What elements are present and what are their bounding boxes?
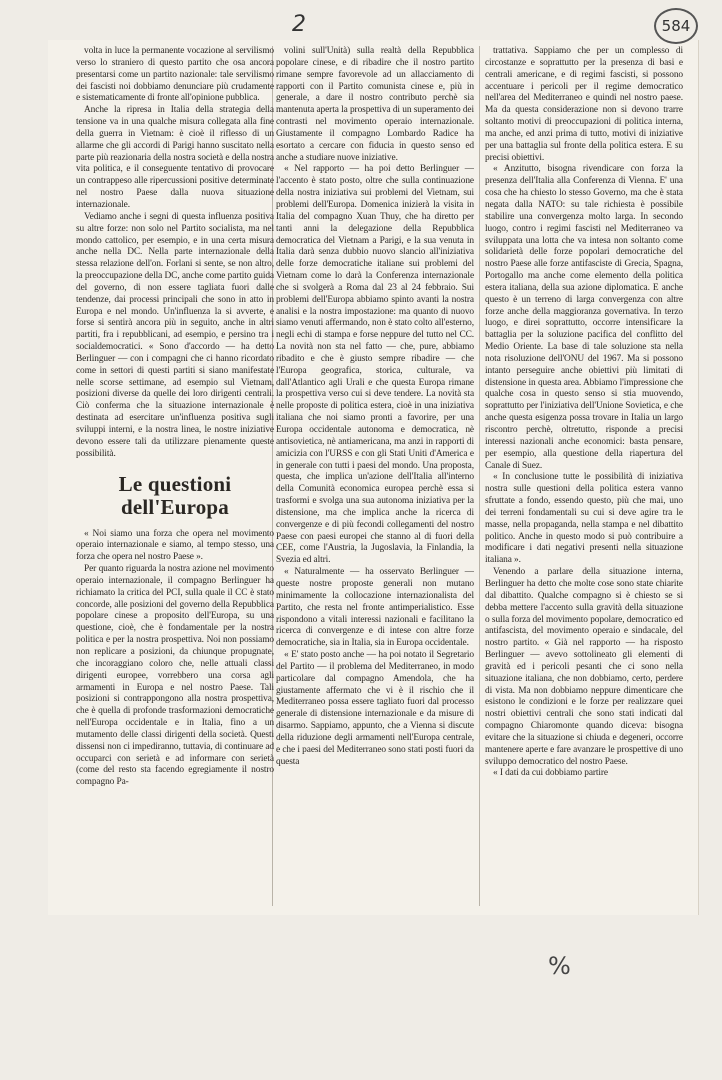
paragraph: volta in luce la permanente vocazione al servilismo verso lo straniero di questo partito che osa ancora presentarsi come un partito nazionale: tale servilismo dei fascisti noi dobbiamo denunciare più crudamente e sistematicamente di fronte all'opinione pubblica. xyxy=(76,46,274,104)
paragraph: Venendo a parlare della situazione interna, Berlinguer ha detto che molte cose sono state chiarite dal dibattito. Qualche compagno si è chiesto se si debba mettere l'accento sulla gravità della situazione o sulla forza del movimento popolare, democratico ed antifascista, del movimento operaio e sindacale, del nostro partito. « Già nel rapporto — ha risposto Berlinguer — avevo sottolineato gli elementi di gravità ed i pericoli pesanti che ci sono nella situazione italiana, che non dobbiamo, certo, perdere di vista. Ma non dobbiamo neppure dimenticare che esistono le condizioni e le forze per realizzare quei nostri obiettivi centrali che sono stati indicati dal compagno Chiaromonte quando diceva: bisogna evitare che la situazione si chiuda e degeneri, occorre mantenere aperte e fare avanzare le prospettive di uno sviluppo democratico del nostro Paese. xyxy=(485,567,683,767)
handwritten-page-number: 2 xyxy=(292,12,306,37)
paragraph: « Noi siamo una forza che opera nel movimento operaio internazionale e siamo, al tempo stesso, una forza che opera nel nostro Paese ». xyxy=(76,528,274,563)
paragraph: « Anzitutto, bisogna rivendicare con forza la presenza dell'Italia alla Conferenza di Vienna. E' una cosa che ha chiesto lo stesso Governo, ma che è stata negata dalla NATO: su tale richiesta è possibile stabilire una convergenza molto larga. In secondo luogo, contro i regimi fascisti nel Mediterraneo va sviluppata una lotta che va intesa non soltanto come solidarietà delle forze popolari democratiche del nostro Paese alle forze antifasciste di Grecia, Spagna, Portogallo ma anche come elemento della politica estera italiana, della sua azione diplomatica. E anche questo è un terreno di larga convergenza con altre forze anche della maggioranza governativa. In terzo luogo, e direi soprattutto, occorre intensificare la battaglia per la soluzione pacifica del conflitto del Medio Oriente. La base di tale soluzione sta nella nota risoluzione dell'ONU del 1967. Ma si possono intanto perseguire anche obiettivi più limitati di distensione in questa area. Abbiamo l'impressione che qualche cosa in questo senso si stia muovendo, soprattutto per l'iniziativa dell'Unione Sovietica, e che anche questa esigenza possa trovare in Italia un largo riscontro perchè, oltretutto, risponde a precisi interessi nazionali anche economici: basta pensare, per esempio, alla questione della riapertura del Canale di Suez. xyxy=(485,164,683,471)
headline-line: dell'Europa xyxy=(120,494,229,519)
paragraph: Per quanto riguarda la nostra azione nel movimento operaio internazionale, il compagno Berlinguer ha richiamato la critica del PCI, sulla quale il CC è stato concorde, alle posizioni del governo della Repubblica popolare cinese a proposito dell'Europa, su una questione, cioè, che è fondamentale per la nostra politica e per la nostra prospettiva. Noi non possiamo non replicare a posizioni, da chiunque propugnate, che incoraggiano coloro che, nelle attuali classi dirigenti europee, vorrebbero una corsa agli armamenti in Europa e nel nostro Paese. Tali posizioni si contrappongono alla nostra prospettiva, che è quella di profonde trasformazioni democratiche nell'Europa occidentale e in Italia, fino a un mutamento delle classi dirigenti della società. Questi dissensi non ci impediranno, tuttavia, di continuare ad occuparci con serietà e ad informare con serietà (come del resto sta facendo egregiamente il nostro compagno Pa- xyxy=(76,564,274,788)
paragraph: volini sull'Unità) sulla realtà della Repubblica popolare cinese, e di ribadire che il nostro partito rimane sempre favorevole ad un allacciamento di rapporti con il Partito comunista cinese e, più in generale, a dare il nostro contributo perchè sia mantenuta aperta la prospettiva di un superamento dei contrasti nel movimento operaio internazionale. Giustamente il compagno Lombardo Radice ha esortato a cercare con fiducia in questo senso ed anche a studiare nuove iniziative. xyxy=(276,46,474,163)
paragraph: « In conclusione tutte le possibilità di iniziativa nostra sulle questioni della politica estera vanno sfruttate a fondo, essendo questo, più che mai, uno dei terreni fondamentali su cui si deve agire tra le masse, nella propaganda, nella stampa e nel dibattito politico. Anche in questo modo si può contribuire a modificare i dati negativi presenti nella situazione italiana ». xyxy=(485,472,683,566)
paragraph: Vediamo anche i segni di questa influenza positiva su altre forze: non solo nel Partito socialista, ma nel mondo cattolico, per esempio, e in una certa misura anche nella DC. Nella parte internazionale della stessa relazione dell'on. Forlani si sente, se non altro, la preoccupazione della DC, anche come partito guida del governo, di non essere tagliata fuori dalle tendenze, dai processi principali che sono in atto in Europa e nel mondo. Un'influenza la si avverte, e forse si sentirà ancora più in seguito, anche in altri partiti, fra i repubblicani, ad esempio, e persino tra i socialdemocratici. « Sono d'accordo — ha detto Berlinguer — con i compagni che ci hanno ricordato come in settori di questi partiti si siano manifestate nelle scorse settimane, ad esempio sul Vietnam, posizioni diverse da quelle dei loro dirigenti centrali. Ciò conferma che la situazione internazionale è destinata ad esercitare un'influenza positiva sugli sviluppi interni, e la nostra linea, le nostre iniziative devono essere tali da utilizzare pienamente queste possibilità. xyxy=(76,211,274,459)
handwritten-mark: % xyxy=(548,952,571,980)
column-2 xyxy=(276,46,474,910)
archive-stamp: 584 xyxy=(654,8,698,44)
paragraph: « I dati da cui dobbiamo partire xyxy=(493,768,608,779)
paragraph: « E' stato posto anche — ha poi notato il Segretario del Partito — il problema del Mediterraneo, in modo particolare dal compagno Amendola, che ha giustamente affermato che vi è il rischio che il Mediterraneo possa essere tagliato fuori dal processo generale di distensione internazionale e da misure di disarmo. Sappiamo, appunto, che a Vienna si discute della riduzione degli armamenti nell'Europa centrale, e che i paesi del Mediterraneo sono stati posti fuori da questa xyxy=(276,650,474,767)
column-1 xyxy=(76,46,274,910)
paragraph: trattativa. Sappiamo che per un complesso di circostanze e soprattutto per la presenza di basi e centrali americane, e di regimi fascisti, si possono accentuare i pericoli per il regime democratico nell'area del Mediterraneo e quindi nel nostro paese. Ma da questa considerazione non si devono trarre soltanto motivi di preoccupazioni di politica interna, ma anche, ed anzi prima di tutto, motivi di iniziative per una battaglia sul fronte della politica estera. E su precisi obiettivi. xyxy=(485,46,683,163)
column-rule xyxy=(479,46,480,906)
paragraph: « Naturalmente — ha osservato Berlinguer — queste nostre proposte generali non mutano minimamente la collocazione internazionalista del Partito, che resta nel fronte antimperialistico. Esse rispondono a vitali interessi nazionali e facilitano la ricerca di convergenze e di intese con altre forze democratiche, sia in Italia, sia in Europa occidentale. xyxy=(276,567,474,649)
headline-line: Le questioni xyxy=(118,471,232,496)
section-headline xyxy=(76,473,274,519)
paragraph: « Nel rapporto — ha poi detto Berlinguer — l'accento è stato posto, oltre che sulla continuazione della nostra iniziativa sui problemi del Vietnam, sui problemi dell'Europa. Domenica inizierà la visita in Italia del compagno Xuan Thuy, che ha diretto per tanti anni la delegazione della Repubblica democratica del Vietnam a Parigi, e la sua venuta in Italia darà senza dubbio nuovo slancio all'iniziativa delle forze democratiche italiane sui problemi del Vietnam come lo darà la Conferenza internazionale che si svolgerà a Roma dal 23 al 24 febbraio. Sui problemi dell'Europa abbiamo spinto avanti la nostra analisi e la nostra impostazione: ma quanto di nuovo siamo venuti affermando, non è stato colto all'esterno, negli echi di stampa e forse neppure del tutto nel CC. La novità non sta nel fatto — che, pure, abbiamo ribadito e che è giusto sempre ribadire — che l'Europa geografica, storica, culturale, va dall'Atlantico agli Urali e che questa Europa rimane la prospettiva verso cui si deve tendere. La novità sta nelle proposte di politica estera, cioè in una iniziativa italiana che noi siamo pronti a favorire, per una Europa occidentale autonoma e democratica, nè antisovietica, nè antiamericana, ma anzi in rapporti di amicizia con l'URSS e con gli Stati Uniti d'America e in generale con tutti i paesi del mondo. Una proposta, questa, che implica un'azione dell'Italia all'interno della Comunità economica europea perchè essa si trasformi e svolga una sua autonoma iniziativa per la distensione, ma che implica anche la ricerca di convergenze e di più fecondi collegamenti del nostro Paese con paesi europei che stanno al di fuori della CEE, come l'Austria, la Jugoslavia, la Finlandia, la Svezia ed altri. xyxy=(276,164,474,566)
paragraph: Anche la ripresa in Italia della strategia della tensione va in una qualche misura collegata alla fine della guerra in Vietnam: è cioè il riflesso di un allarme che gli accordi di Parigi hanno suscitato nella parte più reazionaria della nostra società e della nostra vita politica, e il conseguente tentativo di provocare un contrappeso alle ripercussioni positive determinate nel nostro Paese dalla nuova situazione internazionale. xyxy=(76,105,274,210)
column-3 xyxy=(485,46,683,910)
